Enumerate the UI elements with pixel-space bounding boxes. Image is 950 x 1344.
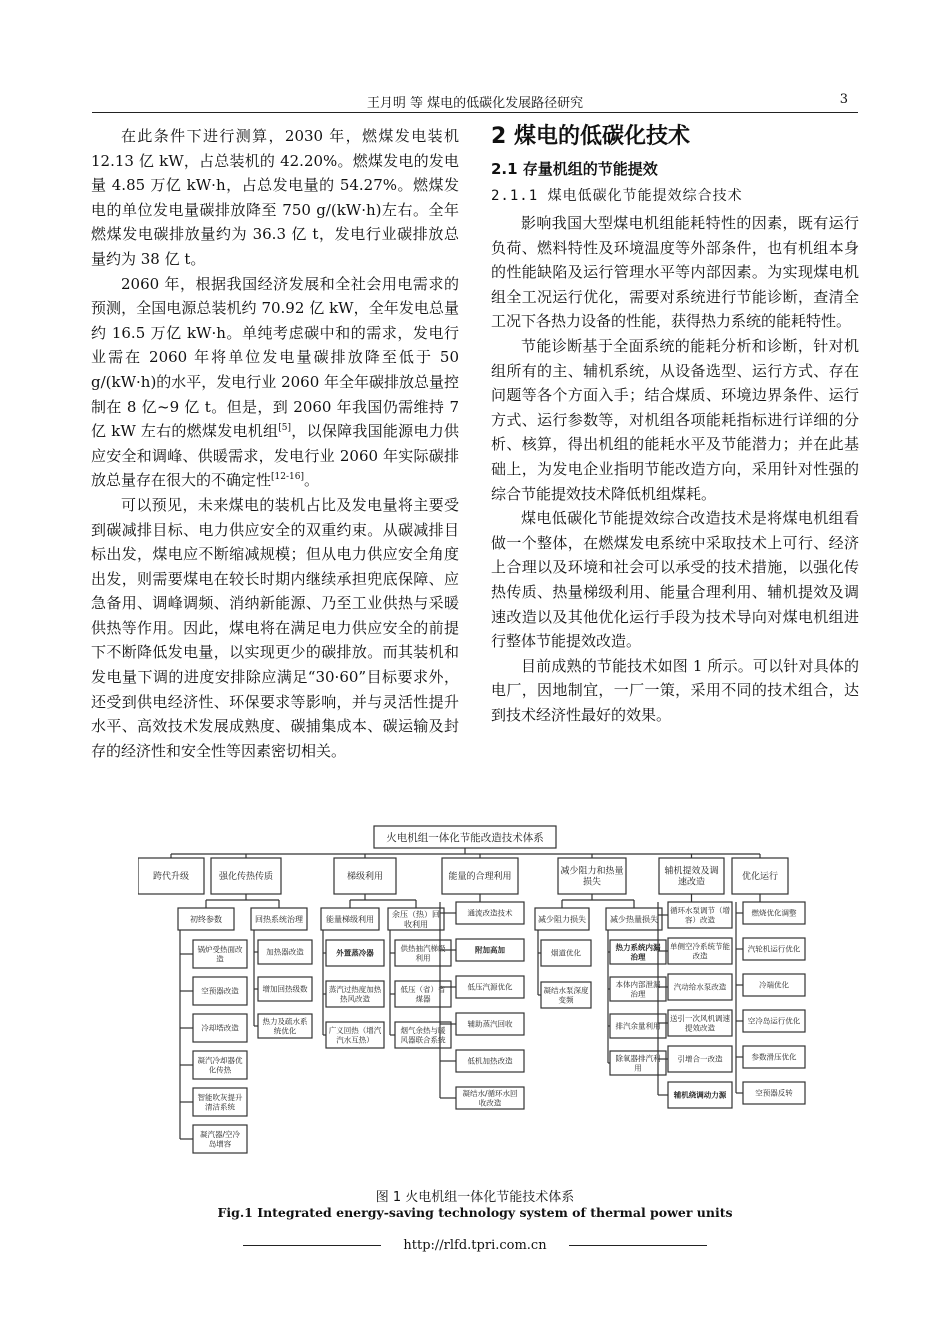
item-node-label: 锅炉受热面改 [197,944,243,954]
footer-rule [243,1245,381,1246]
section-heading: 2 煤电的低碳化技术 [491,124,690,149]
subsubsection-heading: 2.1.1 煤电低碳化节能提效综合技术 [491,188,743,204]
item-node-label: 辅助蒸汽回收 [467,1019,513,1029]
right-column [491,124,859,727]
footer-rule [569,1245,707,1246]
category-node-label: 减少热量损失 [610,914,658,924]
item-node-label: 岛增容 [208,1139,232,1149]
item-node-label: 低机加热改造 [467,1056,513,1066]
level1-node-label: 减少阻力和热量 [560,866,624,877]
level1-node-label: 能量的合理利用 [448,872,512,883]
item-node-label: 汽水互热） [336,1035,374,1045]
item-node-label: 风器联合系统 [400,1035,446,1045]
item-node-label: 燃烧优化调整 [751,908,797,918]
item-node-label: 除氧器排汽利 [615,1053,661,1063]
item-node-label: 凝结水泵深度 [543,985,589,995]
subsection-heading: 2.1 存量机组的节能提效 [491,160,658,178]
paragraph: 目前成熟的节能技术如图 1 所示。可以针对具体的电厂，因地制宜，一厂一策，采用不同的技术组合，达到技术经济性最好的效果。 [491,656,859,724]
item-node-label: 冷却塔改造 [201,1023,239,1033]
category-node-label: 能量梯级利用 [326,914,374,924]
paragraph: 可以预见，未来煤电的装机占比及发电量将主要受到碳减排目标、电力供应安全的双重约束。从碳减排目标出发，煤电应不断缩减规模；但从电力供应安全角度出发，则需要煤电在较长时期内继续承担兜底保障、应急备用、调峰调频、消纳新能源、乃至工业供热与采暖供热等作用。因此，煤电将在满足电力供应安全的前提下不断降低发电量，以实现更少的碳排放。而其装机和发电量下调的进度安排除应满足“30·60”目标要求外，还受到供电经济性、环保要求等影响，并与灵活性提升水平、高效技术发展成熟度、碳捕集成本、碳运输及封存的经济性和安全性等因素密切相关。 [91,495,459,760]
category-node-label: 初终参数 [190,914,222,924]
category-node-label: 收利用 [404,919,428,929]
item-node-label: 蒸汽过热度加热 [328,984,382,994]
item-node-label: 热力系统内漏 [615,942,661,952]
category-node-label: 回热系统治理 [255,914,303,924]
item-node-label: 用 [634,1063,642,1073]
item-node-label: 凝汽冷却器优 [197,1055,243,1065]
header-title: 王月明 等 煤电的低碳化发展路径研究 [366,96,584,111]
item-node-label: 热风改造 [340,994,370,1004]
item-node-label: 冷端优化 [759,980,789,990]
item-node-label: 化传热 [208,1065,232,1075]
level1-node-label: 速改造 [677,877,706,888]
item-node-label: 单侧空冷系统节能 [670,941,730,951]
item-node-label: 烟气余热与暖 [400,1025,446,1035]
item-node-label: 排汽余量利用 [615,1021,661,1031]
figure-caption-cn: 图 1 火电机组一体化节能技术体系 [375,1190,575,1205]
item-node-label: 空预器反转 [755,1088,793,1098]
item-node-label: 送引一次风机调速 [670,1013,730,1023]
item-node-label: 低压汽源优化 [467,982,513,992]
paragraph: 影响我国大型煤电机组能耗特性的因素，既有运行负荷、燃料特性及环境温度等外部条件，也有机组本身的性能缺陷及运行管理水平等内部因素。为实现煤电机组全工况运行优化，需要对系统进行节能诊断，查清全工况下各热力设备的性能，获得热力系统的能耗特性。 [491,214,859,331]
level1-node-label: 强化传热传质 [218,872,274,883]
level1-node-label: 梯级利用 [346,872,384,883]
running-header [92,92,858,113]
item-node-label: 清洁系统 [205,1102,235,1112]
item-node-label: 煤器 [415,994,431,1004]
citation: [5] [278,423,292,434]
category-node-label: 减少阻力损失 [538,914,586,924]
item-node-label: 外置蒸冷器 [336,948,374,958]
paragraph: 在此条件下进行测算，2030 年，燃煤发电装机 12.13 亿 kW，占总装机的 42.20%。燃煤发电的发电量 4.85 万亿 kW·h，占总发电量的 54.27%。燃煤发电的单位发电量碳排放降至 750 g/(kW·h)左右。全年燃煤发电碳排放量约为 36.3 亿 t，发电行业碳排放总量约为 38 亿 t。 [91,127,459,268]
item-node-label: 加热器改造 [266,947,304,957]
item-node-label: 容）改造 [685,915,715,925]
figure-1-diagram [138,822,810,1178]
paragraph: 节能诊断基于全面系统的能耗分析和诊断，针对机组所有的主、辅机系统，从设备选型、运行方式、存在问题等各个方面入手；结合煤质、环境边界条件、运行方式、运行参数等，对机组各项能耗指标进行详细的分析、核算，得出机组的能耗水平及节能潜力；并在此基础上，为发电企业指明节能改造方向，采用针对性强的综合节能提效技术降低机组煤耗。 [491,336,859,503]
page-number: 3 [839,92,848,107]
item-node-label: 参数滑压优化 [751,1052,797,1062]
item-node-label: 循环水泵调节（增 [670,905,730,915]
item-node-label: 凝汽器/空冷 [199,1129,241,1139]
item-node-label: 空预器改造 [201,986,239,996]
item-node-label: 热力及疏水系 [262,1016,308,1026]
paragraph: 煤电低碳化节能提效综合改造技术是将煤电机组看做一个整体，在燃煤发电系统中采取技术上可行、经济上合理以及环境和社会可以承受的技术措施，以强化传热传质、热量梯级利用、能量合理利用、辅机提效及调速改造以及其他优化运行手段为技术导向对煤电机组进行整体节能提效改造。 [491,509,859,651]
category-node-label: 余压（热）回 [392,909,440,919]
item-node-label: 辅机绕调动力源 [673,1090,727,1100]
item-node-label: 汽动给水泵改造 [673,982,727,992]
paragraph: 2060 年，根据我国经济发展和全社会用电需求的预测，全国电源总装机约 70.92 亿 kW，全年发电总量约 16.5 万亿 kW·h。单纯考虑碳中和的需求，发电行业需在 2060 年将单位发电量碳排放降至低于 50 g/(kW·h)的水平，发电行业 2060 年全年碳排放总量控制在 8 亿~9 亿 t。但是，到 2060 年我国仍需维持 7 亿 kW 左右的燃煤发电机组[5]，以保障我国能源电力供应安全和调峰、供暖需求，发电行业 2060 年实际碳排放总量存在很大的不确定性[12-16]。 [91,274,460,490]
item-node-label: 提效改造 [685,1023,715,1033]
item-node-label: 造 [216,954,224,964]
footer-url: http://rlfd.tpri.com.cn [403,1238,547,1253]
item-node-label: 供热抽汽梯级 [400,943,446,953]
root-node-label: 火电机组一体化节能改造技术体系 [386,831,544,844]
left-column [91,124,459,763]
item-node-label: 广义回热（增汽 [328,1025,382,1035]
item-node-label: 利用 [415,953,431,963]
item-node-label: 改造 [692,951,708,961]
footer [0,1238,950,1253]
item-node-label: 收改造 [478,1098,502,1108]
item-node-label: 汽轮机运行优化 [747,944,801,954]
item-node-label: 增加回热级数 [262,984,308,994]
item-node-label: 附加高加 [475,945,505,955]
level1-node-label: 跨代升级 [152,872,190,883]
item-node-label: 统优化 [273,1026,297,1036]
item-node-label: 治理 [630,989,646,999]
level1-node-label: 优化运行 [741,872,779,883]
item-node-label: 变频 [558,995,574,1005]
level1-node-label: 辅机提效及调 [664,866,719,877]
item-node-label: 引增合一改造 [677,1054,723,1064]
item-node-label: 通流改造技术 [467,908,513,918]
item-node-label: 凝结水/循环水回 [462,1088,518,1098]
item-node-label: 空冷岛运行优化 [747,1016,801,1026]
item-node-label: 智能吹灰提升 [197,1092,243,1102]
item-node-label: 本体内部泄漏 [615,979,661,989]
figure-caption-en: Fig.1 Integrated energy-saving technology system of thermal power units [217,1205,733,1220]
citation: [12-16] [271,472,304,483]
item-node-label: 低压（省）省 [400,984,446,994]
item-node-label: 治理 [630,952,646,962]
level1-node-label: 损失 [582,877,602,888]
item-node-label: 烟道优化 [551,948,581,958]
